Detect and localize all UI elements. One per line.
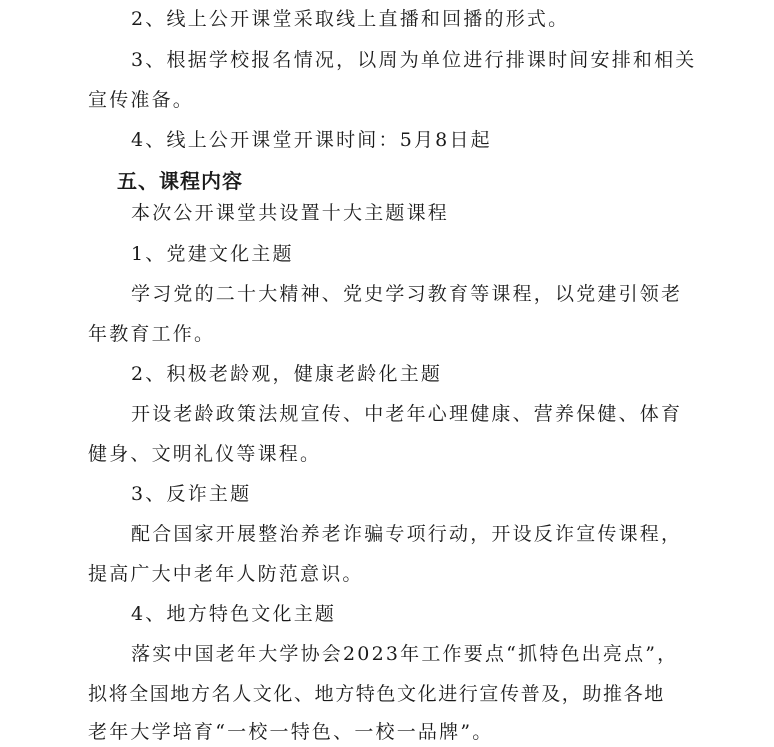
topic-4-desc-line-3: 老年大学培育“一校一特色、一校一品牌”。 bbox=[88, 721, 494, 743]
topic-2-desc-line-2: 健身、文明礼仪等课程。 bbox=[88, 443, 322, 465]
topic-4-desc-line-2: 拟将全国地方名人文化、地方特色文化进行宣传普及，助推各地 bbox=[88, 683, 665, 705]
section-five-heading: 五、课程内容 bbox=[117, 169, 243, 193]
item-3-line-1: 3、根据学校报名情况，以周为单位进行排课时间安排和相关 bbox=[131, 49, 697, 71]
topic-1-desc-line-2: 年教育工作。 bbox=[88, 323, 216, 345]
topic-3-desc-line-1: 配合国家开展整治养老诈骗专项行动，开设反诈宣传课程， bbox=[131, 523, 683, 545]
topic-1-title: 1、党建文化主题 bbox=[131, 243, 294, 265]
topic-3-title: 3、反诈主题 bbox=[131, 483, 252, 505]
topic-4-title: 4、地方特色文化主题 bbox=[131, 603, 337, 625]
item-3-line-2: 宣传准备。 bbox=[88, 89, 195, 111]
item-4-line: 4、线上公开课堂开课时间：5月8日起 bbox=[131, 129, 492, 151]
topic-1-desc-line-1: 学习党的二十大精神、党史学习教育等课程，以党建引领老 bbox=[131, 283, 683, 305]
topic-2-desc-line-1: 开设老龄政策法规宣传、中老年心理健康、营养保健、体育 bbox=[131, 403, 683, 425]
topic-3-desc-line-2: 提高广大中老年人防范意识。 bbox=[88, 563, 364, 585]
topic-4-desc-line-1: 落实中国老年大学协会2023年工作要点“抓特色出亮点”， bbox=[131, 643, 679, 665]
topic-2-title: 2、积极老龄观，健康老龄化主题 bbox=[131, 363, 443, 385]
item-2-line: 2、线上公开课堂采取线上直播和回播的形式。 bbox=[131, 8, 570, 30]
section-five-intro: 本次公开课堂共设置十大主题课程 bbox=[131, 202, 450, 224]
